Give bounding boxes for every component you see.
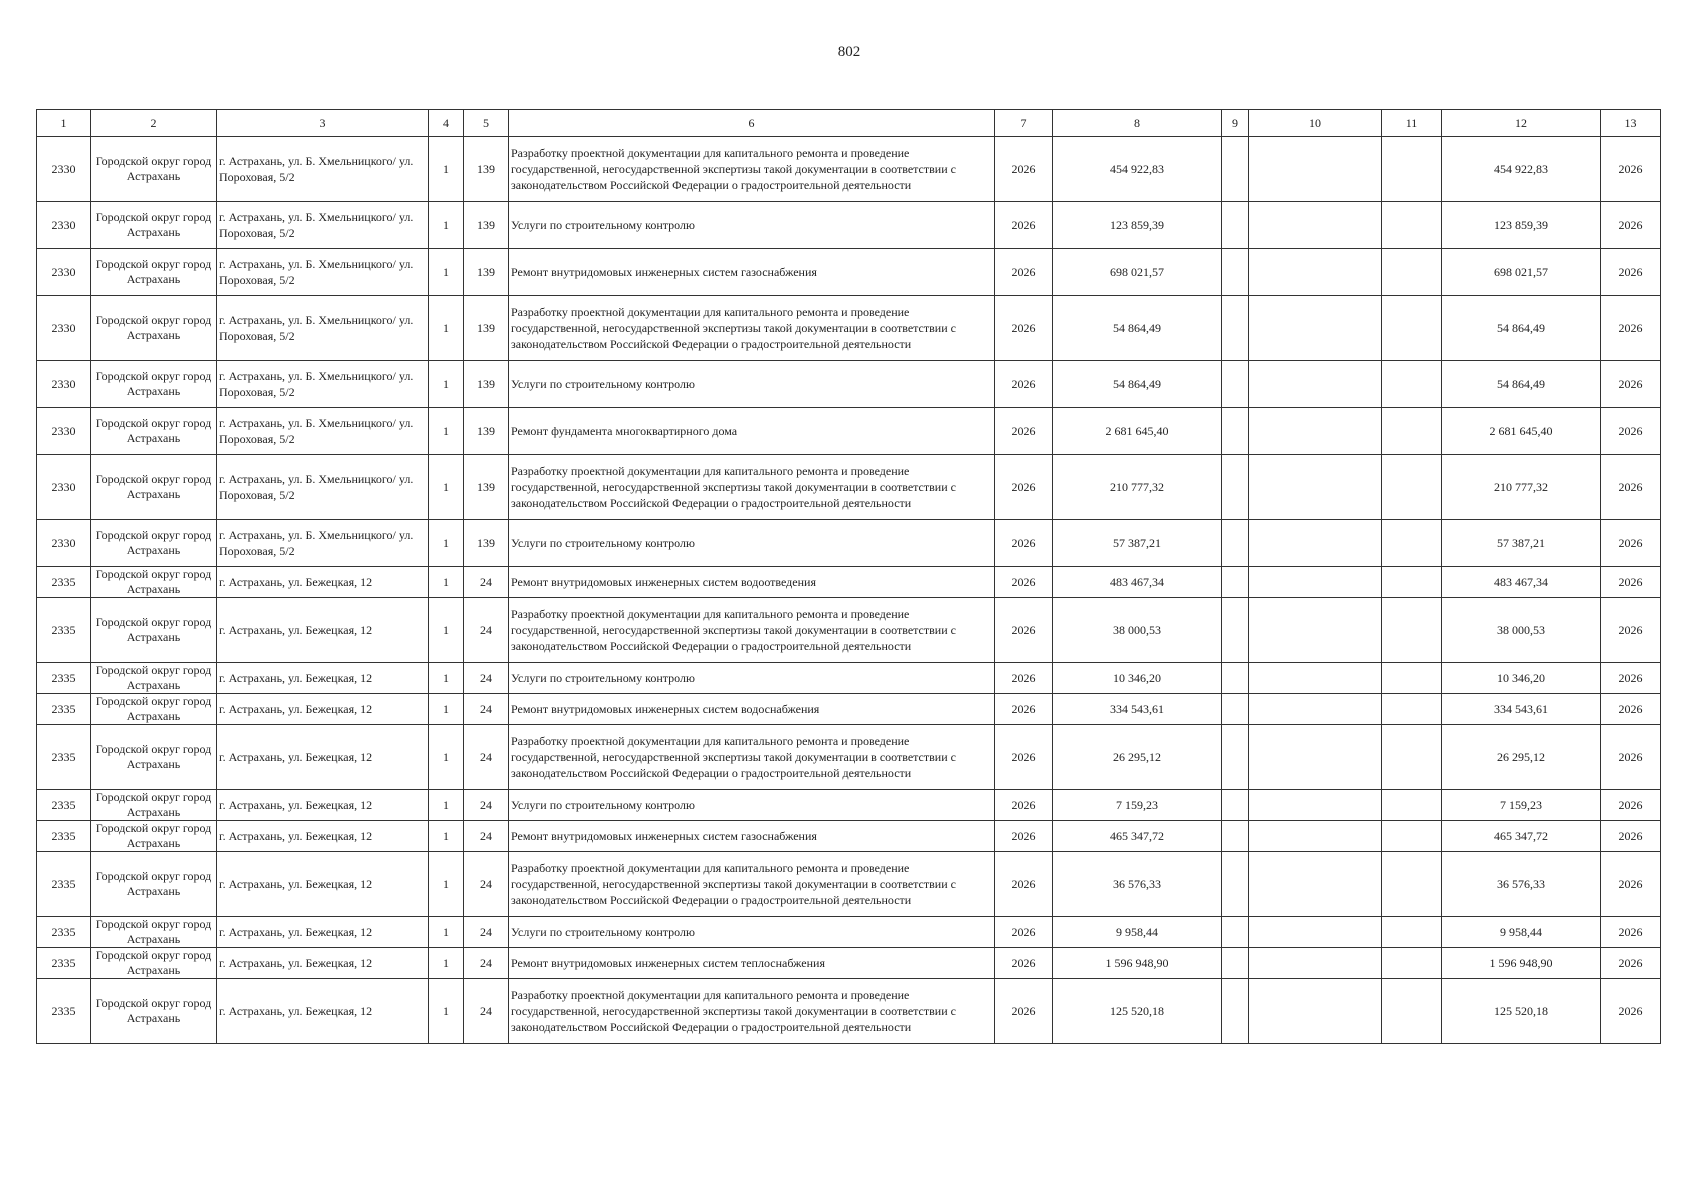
col11-cell — [1382, 296, 1442, 361]
col9-cell — [1222, 408, 1249, 455]
year-cell: 2026 — [995, 725, 1053, 790]
year-end-cell: 2026 — [1601, 917, 1661, 948]
municipality-cell: Городской округ город Астрахань — [91, 979, 217, 1044]
col5-cell: 24 — [464, 979, 509, 1044]
cost-cell: 57 387,21 — [1053, 520, 1222, 567]
column-header: 10 — [1249, 110, 1382, 137]
municipality-cell: Городской округ город Астрахань — [91, 852, 217, 917]
address-cell: г. Астрахань, ул. Б. Хмельницкого/ ул. Пороховая, 5/2 — [217, 202, 429, 249]
year-end-cell: 2026 — [1601, 408, 1661, 455]
row-number-cell: 2335 — [37, 948, 91, 979]
address-cell: г. Астрахань, ул. Б. Хмельницкого/ ул. Пороховая, 5/2 — [217, 455, 429, 520]
col4-cell: 1 — [429, 663, 464, 694]
row-number-cell: 2330 — [37, 249, 91, 296]
col9-cell — [1222, 663, 1249, 694]
col5-cell: 139 — [464, 137, 509, 202]
address-cell: г. Астрахань, ул. Б. Хмельницкого/ ул. Пороховая, 5/2 — [217, 361, 429, 408]
col10-cell — [1249, 296, 1382, 361]
col4-cell: 1 — [429, 520, 464, 567]
header-row — [37, 110, 1661, 137]
municipality-cell: Городской округ город Астрахань — [91, 917, 217, 948]
cost-cell: 26 295,12 — [1053, 725, 1222, 790]
total-cost-cell: 38 000,53 — [1442, 598, 1601, 663]
table-row — [37, 725, 1661, 790]
row-number-cell: 2330 — [37, 202, 91, 249]
row-number-cell: 2335 — [37, 663, 91, 694]
col11-cell — [1382, 917, 1442, 948]
municipality-cell: Городской округ город Астрахань — [91, 455, 217, 520]
col10-cell — [1249, 249, 1382, 296]
col10-cell — [1249, 361, 1382, 408]
address-cell: г. Астрахань, ул. Б. Хмельницкого/ ул. Пороховая, 5/2 — [217, 408, 429, 455]
col5-cell: 24 — [464, 917, 509, 948]
col4-cell: 1 — [429, 979, 464, 1044]
row-number-cell: 2335 — [37, 694, 91, 725]
col11-cell — [1382, 852, 1442, 917]
address-cell: г. Астрахань, ул. Б. Хмельницкого/ ул. Пороховая, 5/2 — [217, 249, 429, 296]
col10-cell — [1249, 520, 1382, 567]
year-cell: 2026 — [995, 520, 1053, 567]
cost-cell: 54 864,49 — [1053, 296, 1222, 361]
col5-cell: 139 — [464, 296, 509, 361]
year-end-cell: 2026 — [1601, 137, 1661, 202]
year-cell: 2026 — [995, 137, 1053, 202]
col4-cell: 1 — [429, 821, 464, 852]
total-cost-cell: 1 596 948,90 — [1442, 948, 1601, 979]
col9-cell — [1222, 852, 1249, 917]
total-cost-cell: 454 922,83 — [1442, 137, 1601, 202]
col11-cell — [1382, 520, 1442, 567]
year-cell: 2026 — [995, 598, 1053, 663]
year-end-cell: 2026 — [1601, 790, 1661, 821]
table-row — [37, 979, 1661, 1044]
col4-cell: 1 — [429, 455, 464, 520]
table-row — [37, 137, 1661, 202]
year-cell: 2026 — [995, 663, 1053, 694]
total-cost-cell: 698 021,57 — [1442, 249, 1601, 296]
col11-cell — [1382, 663, 1442, 694]
col5-cell: 24 — [464, 852, 509, 917]
col10-cell — [1249, 979, 1382, 1044]
row-number-cell: 2330 — [37, 455, 91, 520]
col4-cell: 1 — [429, 852, 464, 917]
col5-cell: 24 — [464, 663, 509, 694]
col4-cell: 1 — [429, 249, 464, 296]
col5-cell: 24 — [464, 567, 509, 598]
col9-cell — [1222, 202, 1249, 249]
col4-cell: 1 — [429, 567, 464, 598]
table-row — [37, 361, 1661, 408]
work-type-cell: Разработку проектной документации для капитального ремонта и проведение государственной, негосударственной экспертизы такой документации в соответствии с законодательством Российской Федерации о градостроительной деятельности — [509, 852, 995, 917]
year-cell: 2026 — [995, 790, 1053, 821]
col5-cell: 24 — [464, 821, 509, 852]
year-cell: 2026 — [995, 361, 1053, 408]
col10-cell — [1249, 725, 1382, 790]
col10-cell — [1249, 821, 1382, 852]
col10-cell — [1249, 948, 1382, 979]
col4-cell: 1 — [429, 361, 464, 408]
municipality-cell: Городской округ город Астрахань — [91, 408, 217, 455]
year-cell: 2026 — [995, 821, 1053, 852]
year-end-cell: 2026 — [1601, 202, 1661, 249]
col5-cell: 24 — [464, 694, 509, 725]
municipality-cell: Городской округ город Астрахань — [91, 202, 217, 249]
work-type-cell: Разработку проектной документации для капитального ремонта и проведение государственной, негосударственной экспертизы такой документации в соответствии с законодательством Российской Федерации о градостроительной деятельности — [509, 455, 995, 520]
row-number-cell: 2330 — [37, 408, 91, 455]
work-type-cell: Услуги по строительному контролю — [509, 790, 995, 821]
total-cost-cell: 123 859,39 — [1442, 202, 1601, 249]
row-number-cell: 2330 — [37, 137, 91, 202]
column-header: 9 — [1222, 110, 1249, 137]
col5-cell: 24 — [464, 725, 509, 790]
row-number-cell: 2335 — [37, 979, 91, 1044]
year-end-cell: 2026 — [1601, 852, 1661, 917]
table-row — [37, 598, 1661, 663]
municipality-cell: Городской округ город Астрахань — [91, 725, 217, 790]
total-cost-cell: 26 295,12 — [1442, 725, 1601, 790]
col9-cell — [1222, 694, 1249, 725]
col9-cell — [1222, 249, 1249, 296]
column-header: 3 — [217, 110, 429, 137]
col10-cell — [1249, 137, 1382, 202]
municipality-cell: Городской округ город Астрахань — [91, 598, 217, 663]
table-row — [37, 249, 1661, 296]
address-cell: г. Астрахань, ул. Бежецкая, 12 — [217, 663, 429, 694]
cost-cell: 483 467,34 — [1053, 567, 1222, 598]
address-cell: г. Астрахань, ул. Бежецкая, 12 — [217, 917, 429, 948]
row-number-cell: 2335 — [37, 790, 91, 821]
col9-cell — [1222, 821, 1249, 852]
col10-cell — [1249, 567, 1382, 598]
table-row — [37, 455, 1661, 520]
cost-cell: 465 347,72 — [1053, 821, 1222, 852]
work-type-cell: Услуги по строительному контролю — [509, 361, 995, 408]
municipality-cell: Городской округ город Астрахань — [91, 821, 217, 852]
row-number-cell: 2330 — [37, 296, 91, 361]
municipality-cell: Городской округ город Астрахань — [91, 296, 217, 361]
total-cost-cell: 36 576,33 — [1442, 852, 1601, 917]
row-number-cell: 2330 — [37, 361, 91, 408]
table-row — [37, 852, 1661, 917]
col4-cell: 1 — [429, 790, 464, 821]
year-cell: 2026 — [995, 567, 1053, 598]
year-end-cell: 2026 — [1601, 520, 1661, 567]
col4-cell: 1 — [429, 296, 464, 361]
year-end-cell: 2026 — [1601, 455, 1661, 520]
col11-cell — [1382, 948, 1442, 979]
col4-cell: 1 — [429, 694, 464, 725]
column-header: 1 — [37, 110, 91, 137]
work-type-cell: Ремонт внутридомовых инженерных систем теплоснабжения — [509, 948, 995, 979]
col4-cell: 1 — [429, 137, 464, 202]
row-number-cell: 2335 — [37, 567, 91, 598]
address-cell: г. Астрахань, ул. Бежецкая, 12 — [217, 821, 429, 852]
table-row — [37, 948, 1661, 979]
address-cell: г. Астрахань, ул. Бежецкая, 12 — [217, 852, 429, 917]
col5-cell: 139 — [464, 202, 509, 249]
total-cost-cell: 483 467,34 — [1442, 567, 1601, 598]
col5-cell: 24 — [464, 790, 509, 821]
year-cell: 2026 — [995, 694, 1053, 725]
cost-cell: 10 346,20 — [1053, 663, 1222, 694]
work-type-cell: Ремонт внутридомовых инженерных систем газоснабжения — [509, 821, 995, 852]
year-end-cell: 2026 — [1601, 567, 1661, 598]
col11-cell — [1382, 725, 1442, 790]
municipality-cell: Городской округ город Астрахань — [91, 790, 217, 821]
col9-cell — [1222, 455, 1249, 520]
table-row — [37, 202, 1661, 249]
row-number-cell: 2335 — [37, 852, 91, 917]
col9-cell — [1222, 361, 1249, 408]
cost-cell: 454 922,83 — [1053, 137, 1222, 202]
year-end-cell: 2026 — [1601, 821, 1661, 852]
year-cell: 2026 — [995, 202, 1053, 249]
col4-cell: 1 — [429, 917, 464, 948]
address-cell: г. Астрахань, ул. Бежецкая, 12 — [217, 790, 429, 821]
year-cell: 2026 — [995, 917, 1053, 948]
year-cell: 2026 — [995, 979, 1053, 1044]
column-header: 7 — [995, 110, 1053, 137]
col9-cell — [1222, 520, 1249, 567]
table-row — [37, 821, 1661, 852]
col10-cell — [1249, 598, 1382, 663]
table-row — [37, 790, 1661, 821]
total-cost-cell: 7 159,23 — [1442, 790, 1601, 821]
col11-cell — [1382, 455, 1442, 520]
total-cost-cell: 125 520,18 — [1442, 979, 1601, 1044]
year-cell: 2026 — [995, 408, 1053, 455]
address-cell: г. Астрахань, ул. Бежецкая, 12 — [217, 598, 429, 663]
year-end-cell: 2026 — [1601, 361, 1661, 408]
column-header: 13 — [1601, 110, 1661, 137]
year-end-cell: 2026 — [1601, 948, 1661, 979]
col5-cell: 24 — [464, 598, 509, 663]
col11-cell — [1382, 790, 1442, 821]
cost-cell: 54 864,49 — [1053, 361, 1222, 408]
column-header: 8 — [1053, 110, 1222, 137]
municipality-cell: Городской округ город Астрахань — [91, 694, 217, 725]
year-cell: 2026 — [995, 455, 1053, 520]
col11-cell — [1382, 598, 1442, 663]
work-type-cell: Услуги по строительному контролю — [509, 917, 995, 948]
col5-cell: 139 — [464, 361, 509, 408]
table-row — [37, 917, 1661, 948]
year-cell: 2026 — [995, 296, 1053, 361]
work-type-cell: Разработку проектной документации для капитального ремонта и проведение государственной, негосударственной экспертизы такой документации в соответствии с законодательством Российской Федерации о градостроительной деятельности — [509, 296, 995, 361]
col4-cell: 1 — [429, 408, 464, 455]
column-header: 5 — [464, 110, 509, 137]
col11-cell — [1382, 408, 1442, 455]
col9-cell — [1222, 790, 1249, 821]
column-header: 2 — [91, 110, 217, 137]
work-type-cell: Ремонт внутридомовых инженерных систем водоснабжения — [509, 694, 995, 725]
total-cost-cell: 334 543,61 — [1442, 694, 1601, 725]
table-row — [37, 520, 1661, 567]
col11-cell — [1382, 202, 1442, 249]
work-type-cell: Разработку проектной документации для капитального ремонта и проведение государственной, негосударственной экспертизы такой документации в соответствии с законодательством Российской Федерации о градостроительной деятельности — [509, 598, 995, 663]
table-row — [37, 694, 1661, 725]
municipality-cell: Городской округ город Астрахань — [91, 567, 217, 598]
address-cell: г. Астрахань, ул. Б. Хмельницкого/ ул. Пороховая, 5/2 — [217, 520, 429, 567]
col10-cell — [1249, 455, 1382, 520]
row-number-cell: 2335 — [37, 725, 91, 790]
cost-cell: 9 958,44 — [1053, 917, 1222, 948]
col5-cell: 139 — [464, 249, 509, 296]
year-end-cell: 2026 — [1601, 694, 1661, 725]
col10-cell — [1249, 202, 1382, 249]
col5-cell: 24 — [464, 948, 509, 979]
row-number-cell: 2335 — [37, 821, 91, 852]
table-row — [37, 408, 1661, 455]
column-header: 11 — [1382, 110, 1442, 137]
table-row — [37, 663, 1661, 694]
cost-cell: 123 859,39 — [1053, 202, 1222, 249]
municipality-cell: Городской округ город Астрахань — [91, 361, 217, 408]
cost-cell: 1 596 948,90 — [1053, 948, 1222, 979]
cost-cell: 334 543,61 — [1053, 694, 1222, 725]
col4-cell: 1 — [429, 948, 464, 979]
work-type-cell: Услуги по строительному контролю — [509, 520, 995, 567]
work-type-cell: Ремонт фундамента многоквартирного дома — [509, 408, 995, 455]
col11-cell — [1382, 979, 1442, 1044]
total-cost-cell: 54 864,49 — [1442, 361, 1601, 408]
municipality-cell: Городской округ город Астрахань — [91, 520, 217, 567]
municipality-cell: Городской округ город Астрахань — [91, 137, 217, 202]
cost-cell: 698 021,57 — [1053, 249, 1222, 296]
col10-cell — [1249, 790, 1382, 821]
col11-cell — [1382, 361, 1442, 408]
col11-cell — [1382, 249, 1442, 296]
col5-cell: 139 — [464, 408, 509, 455]
col10-cell — [1249, 917, 1382, 948]
column-header: 12 — [1442, 110, 1601, 137]
row-number-cell: 2335 — [37, 917, 91, 948]
col9-cell — [1222, 296, 1249, 361]
row-number-cell: 2335 — [37, 598, 91, 663]
cost-cell: 210 777,32 — [1053, 455, 1222, 520]
address-cell: г. Астрахань, ул. Бежецкая, 12 — [217, 725, 429, 790]
col4-cell: 1 — [429, 725, 464, 790]
col10-cell — [1249, 694, 1382, 725]
col9-cell — [1222, 979, 1249, 1044]
work-type-cell: Разработку проектной документации для капитального ремонта и проведение государственной, негосударственной экспертизы такой документации в соответствии с законодательством Российской Федерации о градостроительной деятельности — [509, 137, 995, 202]
col5-cell: 139 — [464, 520, 509, 567]
year-end-cell: 2026 — [1601, 598, 1661, 663]
col4-cell: 1 — [429, 202, 464, 249]
col9-cell — [1222, 137, 1249, 202]
total-cost-cell: 210 777,32 — [1442, 455, 1601, 520]
cost-cell: 36 576,33 — [1053, 852, 1222, 917]
col9-cell — [1222, 567, 1249, 598]
col9-cell — [1222, 917, 1249, 948]
repair-register-table — [36, 109, 1661, 1044]
page-number: 802 — [837, 44, 861, 60]
cost-cell: 125 520,18 — [1053, 979, 1222, 1044]
address-cell: г. Астрахань, ул. Б. Хмельницкого/ ул. Пороховая, 5/2 — [217, 296, 429, 361]
address-cell: г. Астрахань, ул. Бежецкая, 12 — [217, 567, 429, 598]
col9-cell — [1222, 725, 1249, 790]
year-cell: 2026 — [995, 249, 1053, 296]
work-type-cell: Ремонт внутридомовых инженерных систем водоотведения — [509, 567, 995, 598]
col10-cell — [1249, 852, 1382, 917]
municipality-cell: Городской округ город Астрахань — [91, 249, 217, 296]
cost-cell: 38 000,53 — [1053, 598, 1222, 663]
total-cost-cell: 54 864,49 — [1442, 296, 1601, 361]
column-header: 6 — [509, 110, 995, 137]
table-row — [37, 296, 1661, 361]
address-cell: г. Астрахань, ул. Бежецкая, 12 — [217, 979, 429, 1044]
col4-cell: 1 — [429, 598, 464, 663]
total-cost-cell: 10 346,20 — [1442, 663, 1601, 694]
year-cell: 2026 — [995, 852, 1053, 917]
row-number-cell: 2330 — [37, 520, 91, 567]
year-end-cell: 2026 — [1601, 725, 1661, 790]
col10-cell — [1249, 663, 1382, 694]
table-row — [37, 567, 1661, 598]
total-cost-cell: 57 387,21 — [1442, 520, 1601, 567]
work-type-cell: Услуги по строительному контролю — [509, 202, 995, 249]
address-cell: г. Астрахань, ул. Б. Хмельницкого/ ул. Пороховая, 5/2 — [217, 137, 429, 202]
municipality-cell: Городской округ город Астрахань — [91, 663, 217, 694]
work-type-cell: Услуги по строительному контролю — [509, 663, 995, 694]
cost-cell: 7 159,23 — [1053, 790, 1222, 821]
col9-cell — [1222, 598, 1249, 663]
total-cost-cell: 2 681 645,40 — [1442, 408, 1601, 455]
year-end-cell: 2026 — [1601, 979, 1661, 1044]
cost-cell: 2 681 645,40 — [1053, 408, 1222, 455]
year-cell: 2026 — [995, 948, 1053, 979]
year-end-cell: 2026 — [1601, 296, 1661, 361]
work-type-cell: Разработку проектной документации для капитального ремонта и проведение государственной, негосударственной экспертизы такой документации в соответствии с законодательством Российской Федерации о градостроительной деятельности — [509, 979, 995, 1044]
year-end-cell: 2026 — [1601, 663, 1661, 694]
col9-cell — [1222, 948, 1249, 979]
col11-cell — [1382, 137, 1442, 202]
total-cost-cell: 9 958,44 — [1442, 917, 1601, 948]
municipality-cell: Городской округ город Астрахань — [91, 948, 217, 979]
column-header: 4 — [429, 110, 464, 137]
col11-cell — [1382, 694, 1442, 725]
col5-cell: 139 — [464, 455, 509, 520]
col10-cell — [1249, 408, 1382, 455]
col11-cell — [1382, 567, 1442, 598]
address-cell: г. Астрахань, ул. Бежецкая, 12 — [217, 694, 429, 725]
work-type-cell: Разработку проектной документации для капитального ремонта и проведение государственной, негосударственной экспертизы такой документации в соответствии с законодательством Российской Федерации о градостроительной деятельности — [509, 725, 995, 790]
work-type-cell: Ремонт внутридомовых инженерных систем газоснабжения — [509, 249, 995, 296]
address-cell: г. Астрахань, ул. Бежецкая, 12 — [217, 948, 429, 979]
col11-cell — [1382, 821, 1442, 852]
total-cost-cell: 465 347,72 — [1442, 821, 1601, 852]
year-end-cell: 2026 — [1601, 249, 1661, 296]
